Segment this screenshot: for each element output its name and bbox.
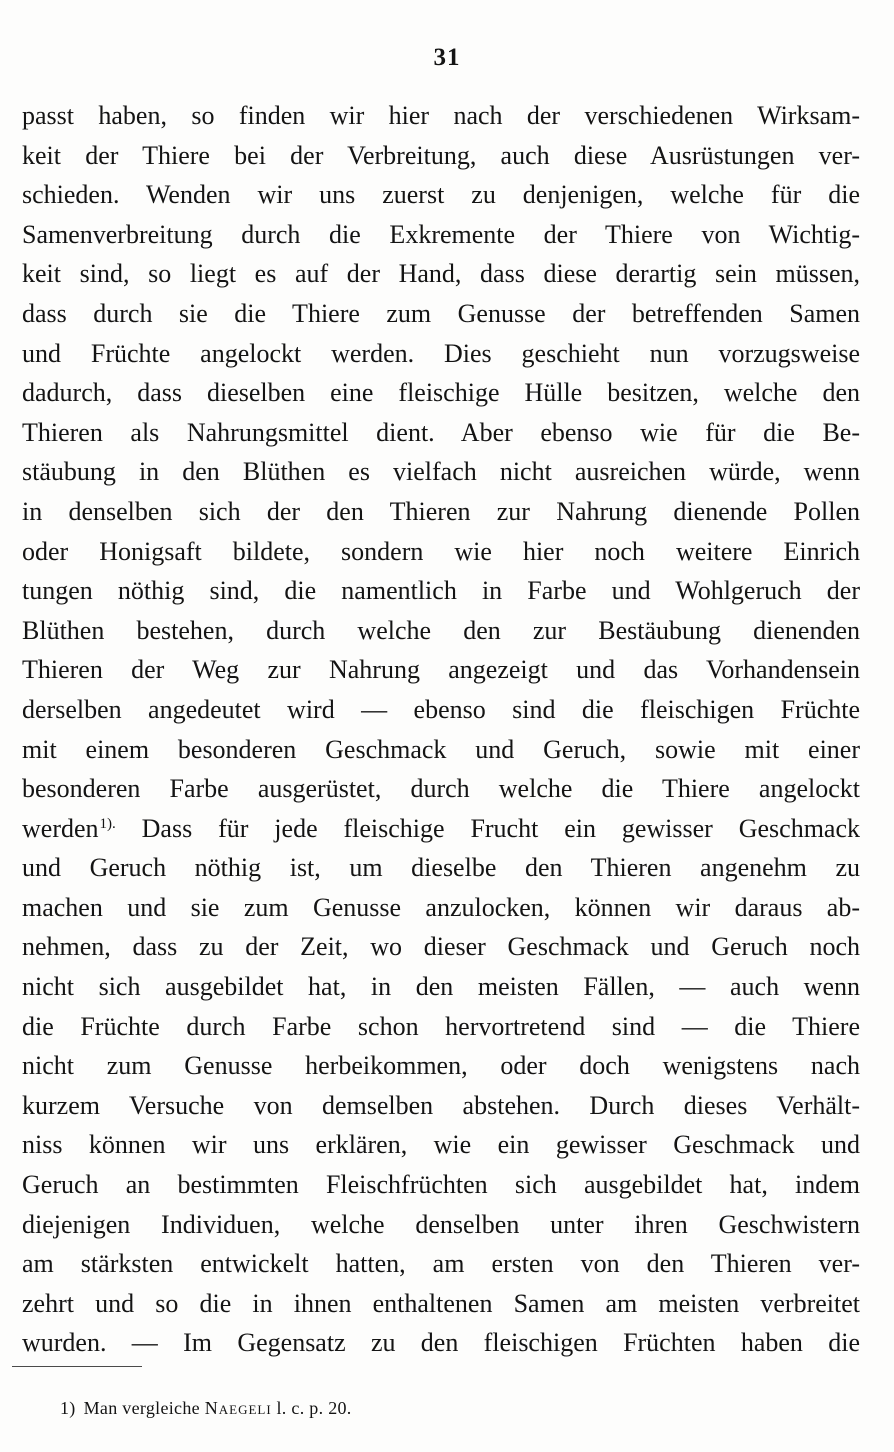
text-line: stäubung in den Blüthen es vielfach nicht ausreichen würde, wenn	[22, 457, 860, 487]
text-fragment: Dass für jede fleischige Frucht ein gewisser Geschmack	[141, 813, 861, 843]
text-line: Geruch an bestimmten Fleischfrüchten sich ausgebildet hat, indem	[22, 1170, 860, 1200]
text-line: am stärksten entwickelt hatten, am ersten von den Thieren ver-	[22, 1249, 860, 1279]
footnote	[60, 1398, 352, 1419]
page-number: 31	[433, 44, 461, 71]
text-line: mit einem besonderen Geschmack und Geruch, sowie mit einer	[22, 734, 860, 764]
text-line: kurzem Versuche von demselben abstehen. Durch dieses Verhält-	[22, 1090, 860, 1120]
footnote-divider	[12, 1366, 142, 1367]
text-line: Blüthen bestehen, durch welche den zur Bestäubung dienenden	[22, 615, 860, 645]
text-line: keit sind, so liegt es auf der Hand, dass diese derartig sein müssen,	[22, 259, 860, 289]
text-line: die Früchte durch Farbe schon hervortretend sind — die Thiere	[22, 1011, 860, 1041]
text-line: passt haben, so finden wir hier nach der verschiedenen Wirksam-	[22, 101, 860, 130]
text-line: schieden. Wenden wir uns zuerst zu denjenigen, welche für die	[22, 180, 860, 210]
text-line: tungen nöthig sind, die namentlich in Farbe und Wohlgeruch der	[22, 576, 860, 606]
text-line: Samenverbreitung durch die Exkremente der Thiere von Wichtig-	[22, 219, 860, 249]
text-line: und Früchte angelockt werden. Dies geschieht nun vorzugsweise	[22, 338, 860, 368]
text-line: oder Honigsaft bildete, sondern wie hier noch weitere Einrich	[22, 536, 860, 566]
text-line: dass durch sie die Thiere zum Genusse der betreffenden Samen	[22, 298, 860, 328]
text-line: und Geruch nöthig ist, um dieselbe den Thieren angenehm zu	[22, 853, 860, 883]
text-line: Thieren der Weg zur Nahrung angezeigt und das Vorhandensein	[22, 655, 860, 685]
text-line: nicht sich ausgebildet hat, in den meisten Fällen, — auch wenn	[22, 972, 860, 1002]
text-line: derselben angedeutet wird — ebenso sind die fleischigen Früchte	[22, 694, 860, 724]
footnote-reference: 1).	[99, 815, 116, 832]
text-line: diejenigen Individuen, welche denselben unter ihren Geschwistern	[22, 1209, 860, 1239]
text-line: nehmen, dass zu der Zeit, wo dieser Geschmack und Geruch noch	[22, 932, 860, 962]
footnote-author: Naegeli	[204, 1398, 272, 1418]
text-line: nicht zum Genusse herbeikommen, oder doch wenigstens nach	[22, 1051, 860, 1081]
text-line: besonderen Farbe ausgerüstet, durch welche die Thiere angelockt	[22, 774, 860, 804]
text-line: dadurch, dass dieselben eine fleischige Hülle besitzen, welche den	[22, 378, 860, 408]
text-line: keit der Thiere bei der Verbreitung, auch diese Ausrüstungen ver-	[22, 140, 860, 170]
text-line: zehrt und so die in ihnen enthaltenen Samen am meisten verbreitet	[22, 1288, 860, 1318]
text-line: machen und sie zum Genusse anzulocken, können wir daraus ab-	[22, 892, 860, 922]
text-line: in denselben sich der den Thieren zur Nahrung dienende Pollen	[22, 496, 860, 526]
footnote-citation: l. c. p. 20.	[276, 1398, 352, 1418]
text-line: wurden. — Im Gegensatz zu den fleischigen Früchten haben die	[22, 1328, 860, 1358]
footnote-text: Man vergleiche	[83, 1398, 200, 1418]
text-line: Thieren als Nahrungsmittel dient. Aber ebenso wie für die Be-	[22, 417, 860, 447]
text-fragment: werden	[22, 813, 99, 843]
footnote-marker: 1)	[60, 1398, 76, 1418]
text-line: niss können wir uns erklären, wie ein gewisser Geschmack und	[22, 1130, 860, 1160]
text-line-with-footnote-ref	[22, 809, 860, 849]
body-text	[22, 96, 860, 1363]
